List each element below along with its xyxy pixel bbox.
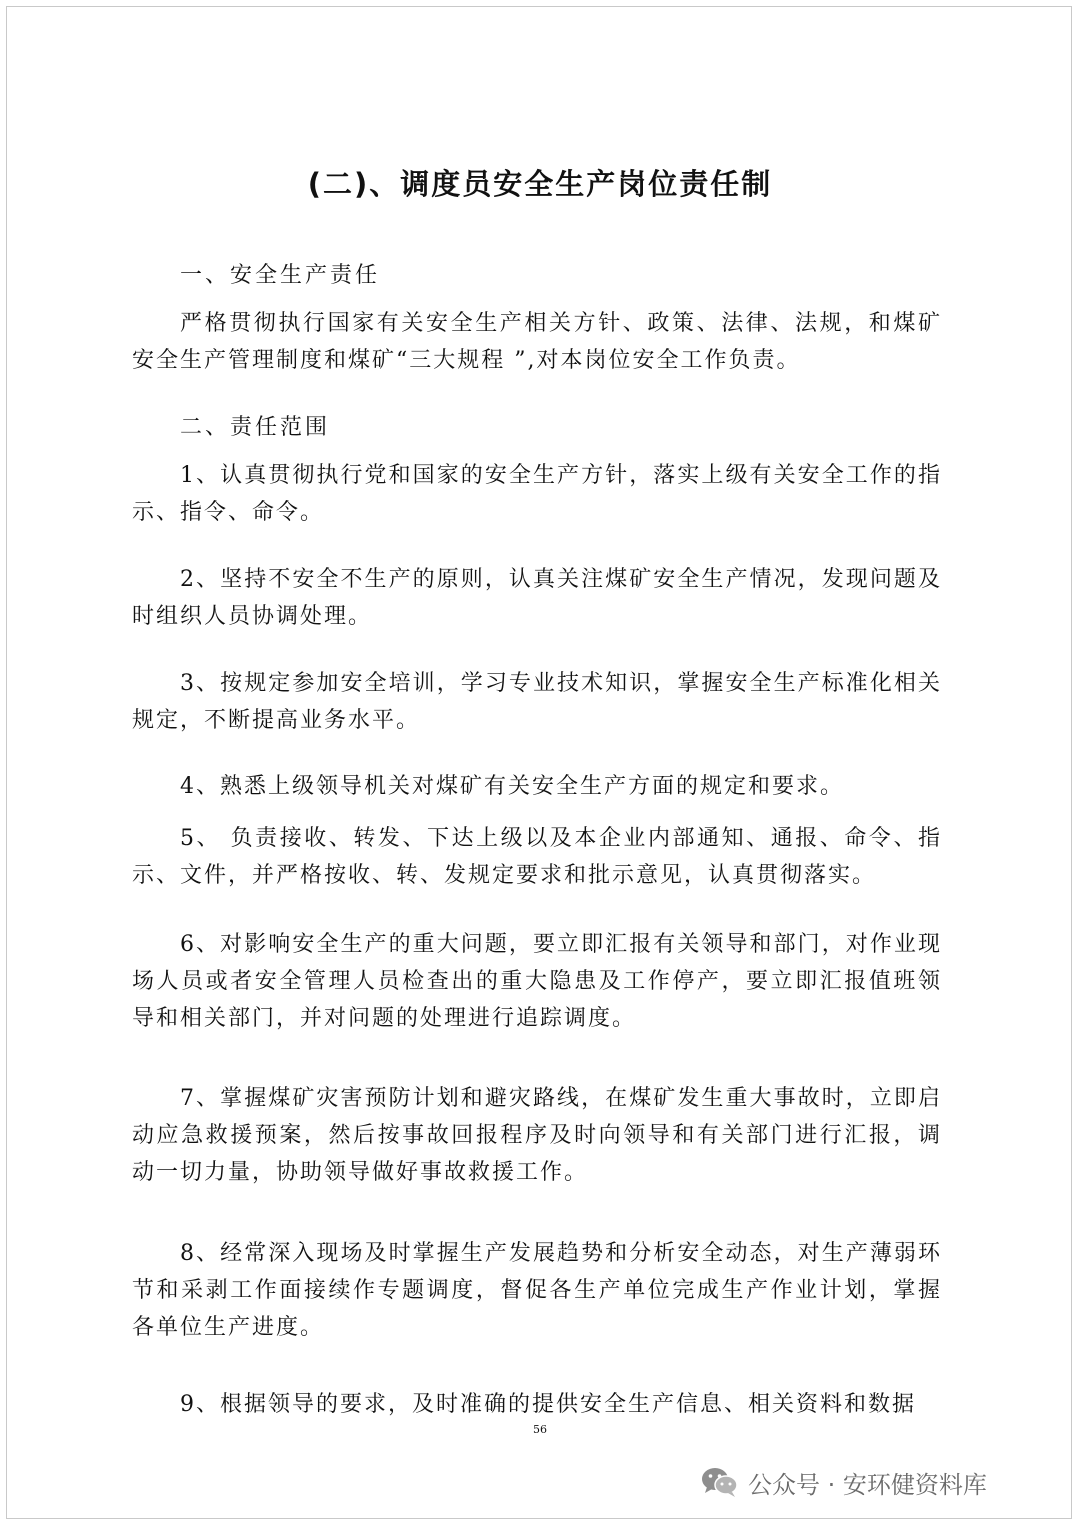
- page-number: 56: [533, 1423, 547, 1436]
- list-item: 5、 负责接收、转发、下达上级以及本企业内部通知、通报、命令、指示、文件，并严格按收、转、发规定要求和批示意见，认真贯彻落实。: [132, 826, 942, 888]
- list-item: 4、熟悉上级领导机关对煤矿有关安全生产方面的规定和要求。: [180, 774, 844, 799]
- section-heading-scope: 二、责任范围: [180, 415, 331, 440]
- section-heading-responsibility: 一、安全生产责任: [180, 263, 381, 288]
- watermark-text: 公众号 · 安环健资料库: [748, 1470, 987, 1499]
- watermark: [700, 1462, 987, 1502]
- list-item: 9、根据领导的要求，及时准确的提供安全生产信息、相关资料和数据: [180, 1392, 916, 1417]
- list-item: 6、对影响安全生产的重大问题，要立即汇报有关领导和部门，对作业现场人员或者安全管理人员检查出的重大隐患及工作停产，要立即汇报值班领导和相关部门，并对问题的处理进行追踪调度。: [132, 932, 942, 1031]
- list-item: 1、认真贯彻执行党和国家的安全生产方针，落实上级有关安全工作的指示、指令、命令。: [132, 463, 942, 525]
- list-item: 8、经常深入现场及时掌握生产发展趋势和分析安全动态，对生产薄弱环节和采剥工作面接续作专题调度，督促各生产单位完成生产作业计划，掌握各单位生产进度。: [132, 1241, 942, 1340]
- wechat-icon: [700, 1465, 740, 1499]
- document-title: (二)、调度员安全生产岗位责任制: [307, 167, 773, 201]
- list-item: 3、按规定参加安全培训，学习专业技术知识，掌握安全生产标准化相关规定，不断提高业务水平。: [132, 671, 942, 733]
- list-item: 2、坚持不安全不生产的原则，认真关注煤矿安全生产情况，发现问题及时组织人员协调处理。: [132, 567, 942, 629]
- section-paragraph: 严格贯彻执行国家有关安全生产相关方针、政策、法律、法规，和煤矿安全生产管理制度和煤矿“三大规程 ”,对本岗位安全工作负责。: [132, 311, 942, 373]
- list-item: 7、掌握煤矿灾害预防计划和避灾路线，在煤矿发生重大事故时，立即启动应急救援预案，然后按事故回报程序及时向领导和有关部门进行汇报，调动一切力量，协助领导做好事故救援工作。: [132, 1086, 942, 1185]
